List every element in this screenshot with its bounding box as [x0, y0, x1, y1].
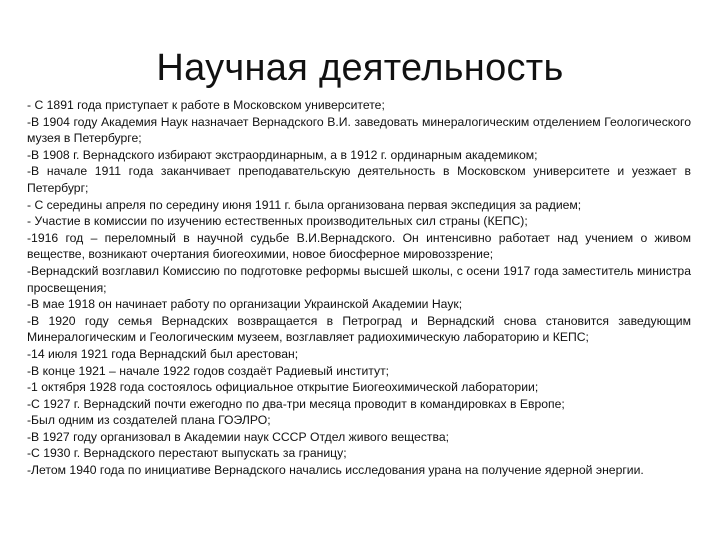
paragraph: -В мае 1918 он начинает работу по организации Украинской Академии Наук; — [27, 297, 463, 312]
slide-title: Научная деятельность — [156, 47, 564, 89]
paragraph: -Был одним из создателей плана ГОЭЛРО; — [27, 413, 271, 428]
paragraph: -1916 год – переломный в научной судьбе В.И.Вернадского. Он интенсивно работает над учением о живом веществе, возникают очертания биогеохимии, новое биосферное мировоззрение; — [27, 230, 691, 262]
paragraph: -С 1927 г. Вернадский почти ежегодно по два-три месяца проводит в командировках в Европе; — [27, 396, 565, 411]
paragraph: - Участие в комиссии по изучению естественных производительных сил страны (КЕПС); — [27, 214, 528, 229]
paragraph: -В начале 1911 года заканчивает преподавательскую деятельность в Московском университете и уезжает в Петербург; — [27, 164, 691, 195]
paragraph: -В 1908 г. Вернадского избирают экстраординарным, а в 1912 г. ординарным академиком; — [27, 147, 538, 162]
paragraph: -В 1904 году Академия Наук назначает Вернадского В.И. заведовать минералогическим отделением Геологического музея в Петербурге; — [27, 114, 691, 146]
paragraph: -Летом 1940 года по инициативе Вернадского начались исследования урана на получение ядерной энергии. — [27, 463, 644, 478]
paragraph: -В 1927 году организовал в Академии наук СССР Отдел живого вещества; — [27, 429, 450, 444]
paragraph: -С 1930 г. Вернадского перестают выпускать за границу; — [27, 446, 347, 461]
paragraph: - С 1891 года приступает к работе в Московском университете; — [27, 98, 385, 112]
paragraph: -14 июля 1921 года Вернадский был арестован; — [27, 346, 299, 361]
paragraph: -В конце 1921 – начале 1922 годов создаёт Радиевый институт; — [27, 363, 390, 378]
paragraph: -1 октября 1928 года состоялось официальное открытие Биогеохимической лаборатории; — [27, 380, 539, 395]
paragraph: -В 1920 году семья Вернадских возвращается в Петроград и Вернадский снова становится заведующим Минералогическим и Геологическим музеем, возглавляет радиохимическую лабораторию и КЕПС; — [27, 313, 691, 345]
paragraph: - С середины апреля по середину июня 1911 г. была организована первая экспедиция за радием; — [27, 197, 582, 212]
paragraph: -Вернадский возглавил Комиссию по подготовке реформы высшей школы, с осени 1917 года заместитель министра просвещения; — [27, 263, 691, 295]
slide-body-text — [27, 97, 691, 479]
